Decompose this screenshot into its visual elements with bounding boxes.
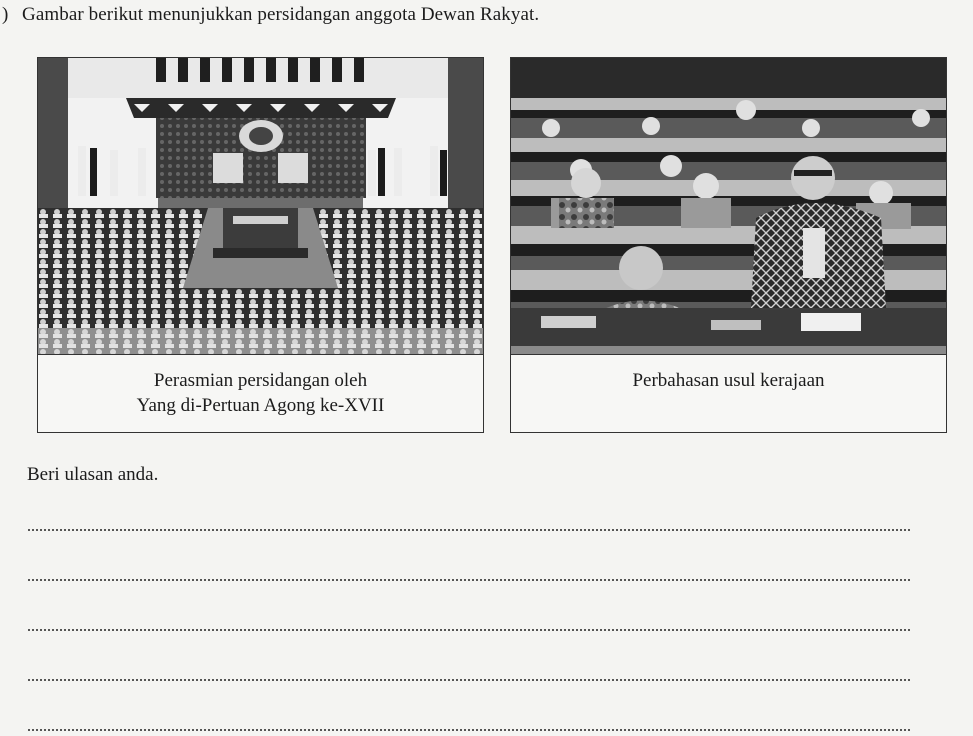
answer-line-2[interactable] bbox=[28, 579, 910, 581]
answer-line-4[interactable] bbox=[28, 679, 910, 681]
answer-line-5[interactable] bbox=[28, 729, 910, 731]
caption-line-1: Perbahasan usul kerajaan bbox=[632, 370, 825, 391]
figure-government-debate bbox=[510, 57, 947, 433]
question-marker: ) bbox=[2, 4, 9, 25]
question-text bbox=[2, 4, 539, 26]
figure-opening-ceremony bbox=[37, 57, 484, 433]
prompt-text: Beri ulasan anda. bbox=[27, 464, 159, 485]
caption-opening-ceremony bbox=[38, 368, 483, 418]
photo-opening-ceremony bbox=[38, 58, 483, 355]
caption-government-debate bbox=[511, 368, 946, 393]
photo-government-debate bbox=[511, 58, 946, 355]
caption-line-1: Perasmian persidangan oleh bbox=[153, 370, 368, 391]
caption-line-2: Yang di-Pertuan Agong ke-XVII bbox=[136, 395, 385, 416]
answer-line-1[interactable] bbox=[28, 529, 910, 531]
answer-line-3[interactable] bbox=[28, 629, 910, 631]
question-statement: Gambar berikut menunjukkan persidangan anggota Dewan Rakyat. bbox=[22, 4, 540, 25]
